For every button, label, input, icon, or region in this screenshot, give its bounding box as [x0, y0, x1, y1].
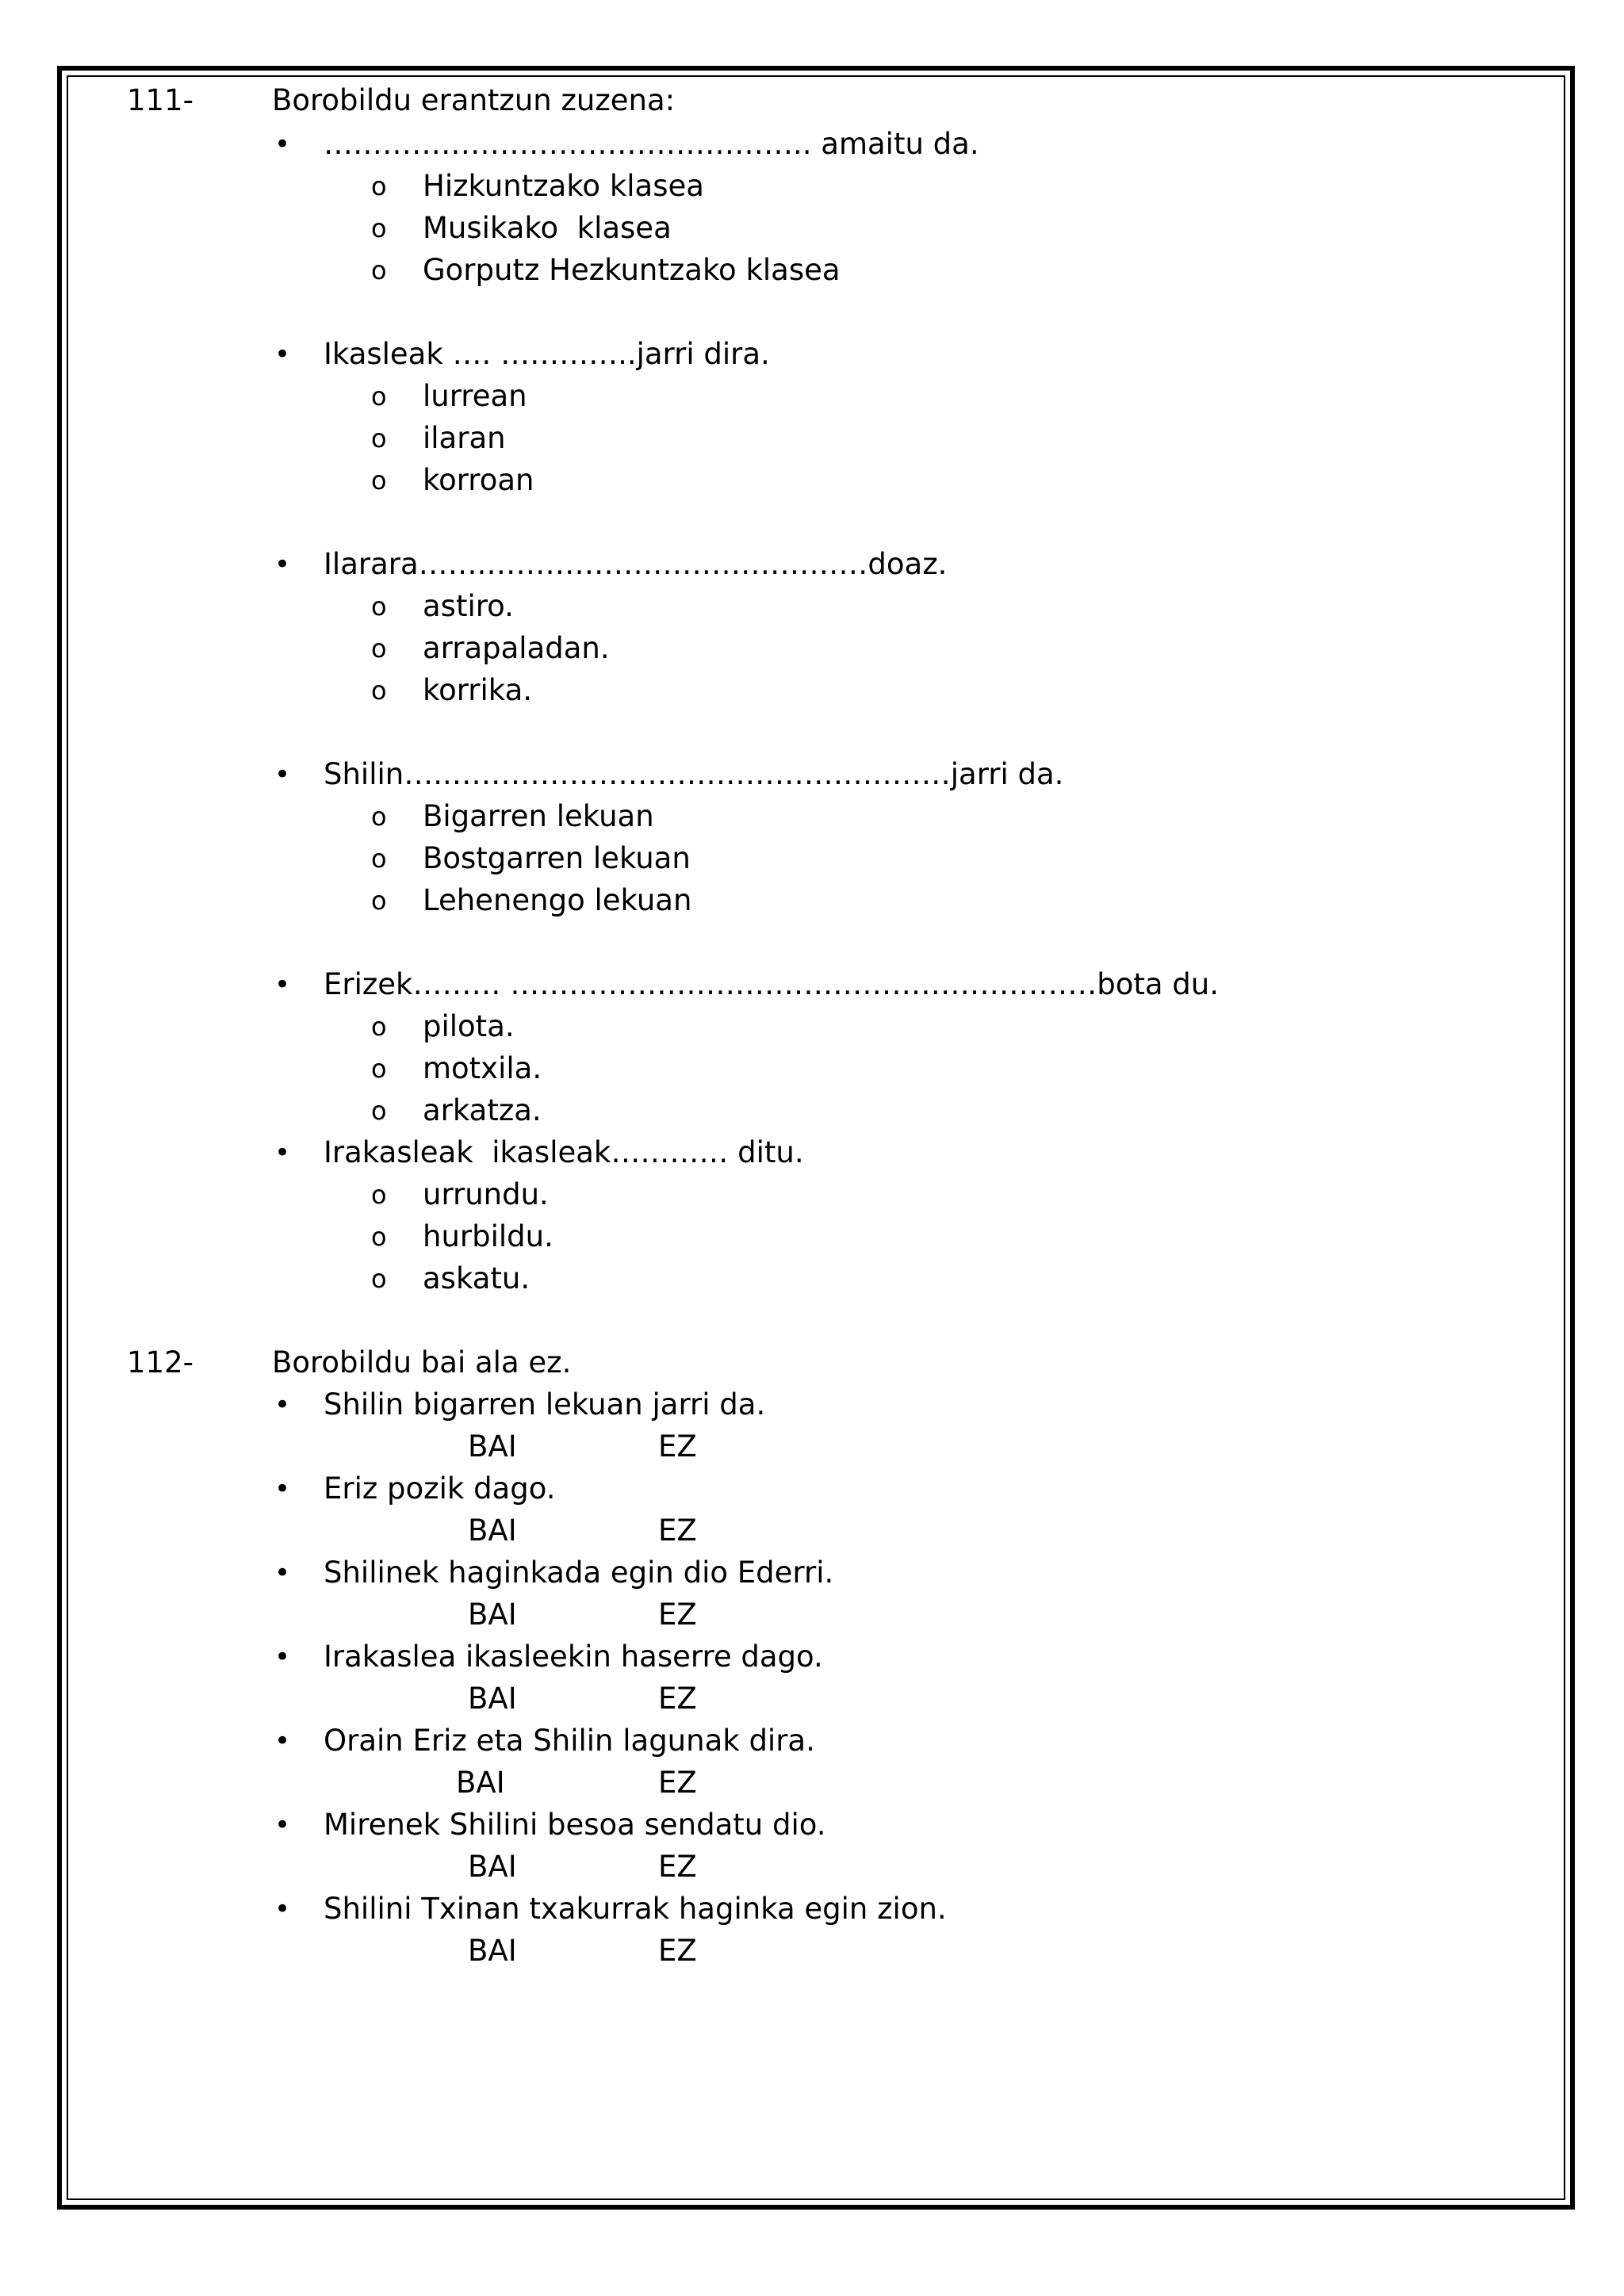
answer-option[interactable]: ilaran	[423, 421, 506, 455]
question-number: 112-	[127, 1345, 193, 1380]
answer-option[interactable]: arkatza.	[423, 1093, 542, 1127]
answer-option[interactable]: Musikako klasea	[423, 211, 672, 245]
yes-option[interactable]: BAI	[468, 1429, 517, 1464]
no-option[interactable]: EZ	[658, 1850, 697, 1884]
question-item: Erizek……… ……………………………………………………bota du.	[324, 967, 1220, 1001]
answer-option[interactable]: Bigarren lekuan	[423, 799, 654, 833]
circle-icon: o	[371, 675, 387, 706]
circle-icon: o	[371, 213, 387, 243]
circle-icon: o	[371, 381, 387, 411]
answer-option[interactable]: korrika.	[423, 673, 533, 707]
answer-option[interactable]: motxila.	[423, 1051, 542, 1085]
yes-option[interactable]: BAI	[456, 1766, 505, 1800]
bullet-icon: •	[274, 1809, 291, 1841]
answer-option[interactable]: lurrean	[423, 379, 527, 413]
yes-option[interactable]: BAI	[468, 1598, 517, 1632]
question-item: Irakasleak ikasleak………… ditu.	[324, 1135, 804, 1169]
question-item: Ikasleak …. …………..jarri dira.	[324, 337, 770, 371]
circle-icon: o	[371, 802, 387, 832]
yes-option[interactable]: BAI	[468, 1850, 517, 1884]
statement: Shilin bigarren lekuan jarri da.	[324, 1387, 766, 1422]
bullet-icon: •	[274, 1641, 291, 1673]
answer-option[interactable]: Gorputz Hezkuntzako klasea	[423, 253, 841, 287]
circle-icon: o	[371, 1054, 387, 1084]
no-option[interactable]: EZ	[658, 1766, 697, 1800]
yes-option[interactable]: BAI	[468, 1934, 517, 1968]
no-option[interactable]: EZ	[658, 1598, 697, 1632]
statement: Shilini Txinan txakurrak haginka egin zion.	[324, 1892, 947, 1926]
answer-option[interactable]: astiro.	[423, 589, 514, 623]
bullet-icon: •	[274, 549, 291, 580]
bullet-icon: •	[274, 1473, 291, 1505]
circle-icon: o	[371, 1222, 387, 1252]
statement: Eriz pozik dago.	[324, 1471, 556, 1506]
no-option[interactable]: EZ	[658, 1934, 697, 1968]
circle-icon: o	[371, 465, 387, 496]
circle-icon: o	[371, 1012, 387, 1042]
bullet-icon: •	[274, 1893, 291, 1925]
circle-icon: o	[371, 886, 387, 916]
circle-icon: o	[371, 1264, 387, 1294]
question-number: 111-	[127, 83, 193, 117]
yes-option[interactable]: BAI	[468, 1513, 517, 1548]
no-option[interactable]: EZ	[658, 1429, 697, 1464]
bullet-icon: •	[274, 1137, 291, 1169]
answer-option[interactable]: askatu.	[423, 1261, 530, 1295]
circle-icon: o	[371, 1096, 387, 1126]
bullet-icon: •	[274, 1725, 291, 1757]
answer-option[interactable]: arrapaladan.	[423, 631, 610, 665]
bullet-icon: •	[274, 969, 291, 1001]
statement: Shilinek haginkada egin dio Ederri.	[324, 1556, 834, 1590]
answer-option[interactable]: hurbildu.	[423, 1219, 553, 1253]
statement: Orain Eriz eta Shilin lagunak dira.	[324, 1724, 815, 1758]
answer-option[interactable]: Bostgarren lekuan	[423, 841, 691, 875]
bullet-icon: •	[274, 1557, 291, 1589]
circle-icon: o	[371, 844, 387, 874]
page-border-inner	[67, 75, 1565, 2200]
bullet-icon: •	[274, 339, 291, 370]
no-option[interactable]: EZ	[658, 1682, 697, 1716]
circle-icon: o	[371, 255, 387, 285]
question-item: Ilarara…….…………………………………doaz.	[324, 547, 948, 581]
no-option[interactable]: EZ	[658, 1513, 697, 1548]
circle-icon: o	[371, 423, 387, 453]
question-item: Shilin…..……………………………………………jarri da.	[324, 757, 1064, 791]
statement: Mirenek Shilini besoa sendatu dio.	[324, 1808, 826, 1842]
yes-option[interactable]: BAI	[468, 1682, 517, 1716]
bullet-icon: •	[274, 128, 291, 160]
circle-icon: o	[371, 1180, 387, 1210]
circle-icon: o	[371, 171, 387, 201]
circle-icon: o	[371, 633, 387, 664]
question-item: ………………………………………….. amaitu da.	[324, 127, 979, 161]
answer-option[interactable]: pilota.	[423, 1009, 515, 1043]
answer-option[interactable]: korroan	[423, 463, 534, 497]
bullet-icon: •	[274, 1389, 291, 1421]
bullet-icon: •	[274, 759, 291, 790]
question-instruction: Borobildu bai ala ez.	[272, 1345, 572, 1380]
circle-icon: o	[371, 591, 387, 622]
answer-option[interactable]: Hizkuntzako klasea	[423, 169, 704, 203]
statement: Irakaslea ikasleekin haserre dago.	[324, 1640, 823, 1674]
question-instruction: Borobildu erantzun zuzena:	[272, 83, 676, 117]
answer-option[interactable]: Lehenengo lekuan	[423, 883, 692, 917]
answer-option[interactable]: urrundu.	[423, 1177, 549, 1211]
